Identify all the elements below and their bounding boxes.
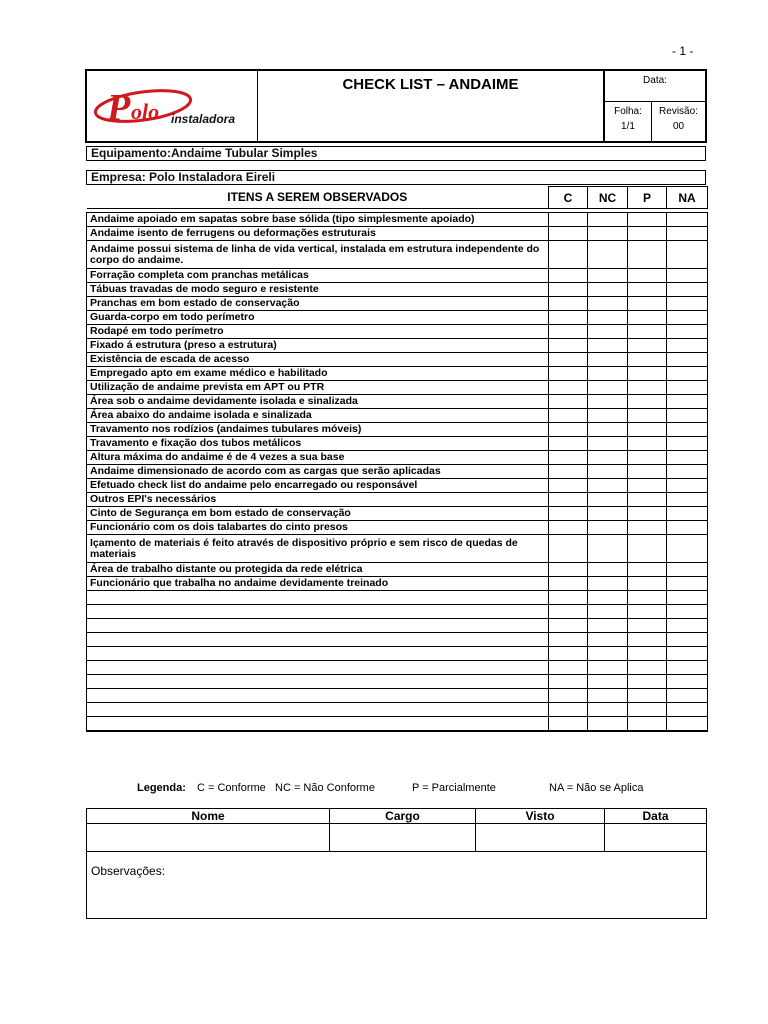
checklist-item-text: Içamento de materiais é feito através de dispositivo próprio e sem risco de quedas de materiais xyxy=(87,535,549,563)
checkbox-cell-p[interactable] xyxy=(628,367,667,381)
checkbox-cell-p[interactable] xyxy=(628,521,667,535)
checkbox-cell-p[interactable] xyxy=(628,563,667,577)
checklist-blank-row xyxy=(87,619,708,633)
checkbox-cell-na[interactable] xyxy=(667,563,708,577)
checklist-row xyxy=(87,409,708,423)
checkbox-cell-c[interactable] xyxy=(549,395,588,409)
checklist-item-text: Área de trabalho distante ou protegida da rede elétrica xyxy=(87,563,549,577)
checklist-table xyxy=(86,186,708,732)
checkbox-cell-nc[interactable] xyxy=(588,521,628,535)
visto-input-cell[interactable] xyxy=(476,824,605,852)
checkbox-cell-nc[interactable] xyxy=(588,605,628,619)
checkbox-cell-c[interactable] xyxy=(549,437,588,451)
checkbox-cell-p[interactable] xyxy=(628,479,667,493)
checkbox-cell-nc[interactable] xyxy=(588,647,628,661)
checklist-item-text: Andaime apoiado em sapatas sobre base sólida (tipo simplesmente apoiado) xyxy=(87,213,549,227)
checkbox-cell-na[interactable] xyxy=(667,325,708,339)
checkbox-cell-p[interactable] xyxy=(628,437,667,451)
checklist-row xyxy=(87,353,708,367)
checklist-row xyxy=(87,241,708,269)
checklist-row xyxy=(87,339,708,353)
checkbox-cell-p[interactable] xyxy=(628,493,667,507)
checkbox-cell-nc[interactable] xyxy=(588,619,628,633)
checkbox-cell-c[interactable] xyxy=(549,451,588,465)
checklist-item-text: Tábuas travadas de modo seguro e resistente xyxy=(87,283,549,297)
checkbox-cell-c[interactable] xyxy=(549,577,588,591)
checkbox-cell-p[interactable] xyxy=(628,423,667,437)
column-header-p: P xyxy=(628,187,667,209)
checkbox-cell-nc[interactable] xyxy=(588,381,628,395)
checklist-row xyxy=(87,451,708,465)
checkbox-cell-nc[interactable] xyxy=(588,311,628,325)
checkbox-cell-na[interactable] xyxy=(667,689,708,703)
checklist-item-text: Efetuado check list do andaime pelo encarregado ou responsável xyxy=(87,479,549,493)
checklist-row xyxy=(87,367,708,381)
checklist-row xyxy=(87,493,708,507)
checkbox-cell-nc[interactable] xyxy=(588,703,628,717)
checkbox-cell-c[interactable] xyxy=(549,661,588,675)
checkbox-cell-nc[interactable] xyxy=(588,283,628,297)
checkbox-cell-c[interactable] xyxy=(549,717,588,732)
checklist-item-text: Travamento nos rodízios (andaimes tubulares móveis) xyxy=(87,423,549,437)
checkbox-cell-na[interactable] xyxy=(667,605,708,619)
checklist-row xyxy=(87,563,708,577)
checklist-item-text: Outros EPI's necessários xyxy=(87,493,549,507)
checkbox-cell-na[interactable] xyxy=(667,381,708,395)
checkbox-cell-na[interactable] xyxy=(667,339,708,353)
checkbox-cell-p[interactable] xyxy=(628,409,667,423)
checkbox-cell-na[interactable] xyxy=(667,213,708,227)
checklist-item-text: Pranchas em bom estado de conservação xyxy=(87,297,549,311)
checkbox-cell-p[interactable] xyxy=(628,661,667,675)
checkbox-cell-na[interactable] xyxy=(667,591,708,605)
checkbox-cell-na[interactable] xyxy=(667,521,708,535)
checkbox-cell-c[interactable] xyxy=(549,507,588,521)
checkbox-cell-p[interactable] xyxy=(628,507,667,521)
checklist-row xyxy=(87,507,708,521)
date-box xyxy=(605,71,705,102)
checklist-item-text: Existência de escada de acesso xyxy=(87,353,549,367)
checkbox-cell-p[interactable] xyxy=(628,339,667,353)
checkbox-cell-na[interactable] xyxy=(667,227,708,241)
checkbox-cell-na[interactable] xyxy=(667,269,708,283)
sheet-value: 1/1 xyxy=(621,121,635,132)
checkbox-cell-nc[interactable] xyxy=(588,227,628,241)
checkbox-cell-nc[interactable] xyxy=(588,423,628,437)
checkbox-cell-na[interactable] xyxy=(667,241,708,269)
checklist-row xyxy=(87,423,708,437)
checkbox-cell-c[interactable] xyxy=(549,381,588,395)
signoff-header-row xyxy=(87,809,707,824)
column-header-nc: NC xyxy=(588,187,628,209)
checkbox-cell-c[interactable] xyxy=(549,535,588,563)
checklist-blank-item[interactable] xyxy=(87,619,549,633)
checkbox-cell-na[interactable] xyxy=(667,661,708,675)
checkbox-cell-c[interactable] xyxy=(549,325,588,339)
checklist-blank-row xyxy=(87,647,708,661)
checklist-blank-item[interactable] xyxy=(87,633,549,647)
checklist-blank-row xyxy=(87,689,708,703)
checklist-row xyxy=(87,521,708,535)
checklist-blank-row xyxy=(87,591,708,605)
checklist-header-row xyxy=(87,187,708,209)
checkbox-cell-nc[interactable] xyxy=(588,451,628,465)
signoff-header-nome: Nome xyxy=(87,809,330,824)
logo-cell xyxy=(87,71,258,141)
checkbox-cell-c[interactable] xyxy=(549,479,588,493)
checkbox-cell-nc[interactable] xyxy=(588,661,628,675)
checkbox-cell-c[interactable] xyxy=(549,493,588,507)
checklist-blank-row xyxy=(87,633,708,647)
checklist-item-text: Área sob o andaime devidamente isolada e sinalizada xyxy=(87,395,549,409)
checkbox-cell-nc[interactable] xyxy=(588,535,628,563)
checklist-item-text: Travamento e fixação dos tubos metálicos xyxy=(87,437,549,451)
checkbox-cell-na[interactable] xyxy=(667,507,708,521)
checkbox-cell-c[interactable] xyxy=(549,703,588,717)
checkbox-cell-c[interactable] xyxy=(549,213,588,227)
checkbox-cell-c[interactable] xyxy=(549,563,588,577)
checkbox-cell-p[interactable] xyxy=(628,381,667,395)
page-number: - 1 - xyxy=(672,44,694,58)
checkbox-cell-nc[interactable] xyxy=(588,591,628,605)
revision-value: 00 xyxy=(672,121,685,132)
checkbox-cell-p[interactable] xyxy=(628,717,667,732)
checklist-item-text: Funcionário com os dois talabartes do cinto presos xyxy=(87,521,549,535)
checkbox-cell-p[interactable] xyxy=(628,605,667,619)
observations-field[interactable]: Observações: xyxy=(87,852,707,919)
checkbox-cell-nc[interactable] xyxy=(588,409,628,423)
checkbox-cell-c[interactable] xyxy=(549,675,588,689)
date-label: Data: xyxy=(643,75,667,86)
checkbox-cell-nc[interactable] xyxy=(588,493,628,507)
checkbox-cell-na[interactable] xyxy=(667,465,708,479)
checkbox-cell-nc[interactable] xyxy=(588,675,628,689)
checkbox-cell-p[interactable] xyxy=(628,591,667,605)
checkbox-cell-na[interactable] xyxy=(667,647,708,661)
checkbox-cell-nc[interactable] xyxy=(588,367,628,381)
signoff-header-cargo: Cargo xyxy=(330,809,476,824)
checklist-row xyxy=(87,213,708,227)
checkbox-cell-p[interactable] xyxy=(628,325,667,339)
checklist-row xyxy=(87,437,708,451)
legend-label: Legenda: xyxy=(137,782,186,794)
checkbox-cell-na[interactable] xyxy=(667,451,708,465)
checklist-row xyxy=(87,535,708,563)
signoff-header-data: Data xyxy=(605,809,707,824)
checklist-item-text: Empregado apto em exame médico e habilitado xyxy=(87,367,549,381)
checkbox-cell-na[interactable] xyxy=(667,409,708,423)
nome-input-cell[interactable] xyxy=(87,824,330,852)
cargo-input-cell[interactable] xyxy=(330,824,476,852)
checkbox-cell-p[interactable] xyxy=(628,633,667,647)
checkbox-cell-nc[interactable] xyxy=(588,437,628,451)
checklist-row xyxy=(87,381,708,395)
checkbox-cell-na[interactable] xyxy=(667,493,708,507)
checklist-item-text: Andaime dimensionado de acordo com as cargas que serão aplicadas xyxy=(87,465,549,479)
checkbox-cell-c[interactable] xyxy=(549,633,588,647)
checklist-blank-item[interactable] xyxy=(87,675,549,689)
checkbox-cell-na[interactable] xyxy=(667,311,708,325)
checklist-blank-row xyxy=(87,661,708,675)
checklist-row xyxy=(87,297,708,311)
checklist-blank-row xyxy=(87,703,708,717)
checkbox-cell-c[interactable] xyxy=(549,409,588,423)
checklist-blank-row xyxy=(87,675,708,689)
checkbox-cell-p[interactable] xyxy=(628,227,667,241)
checkbox-cell-na[interactable] xyxy=(667,633,708,647)
checkbox-cell-p[interactable] xyxy=(628,353,667,367)
checkbox-cell-nc[interactable] xyxy=(588,479,628,493)
checklist-row xyxy=(87,311,708,325)
checklist-row xyxy=(87,283,708,297)
checklist-blank-row xyxy=(87,605,708,619)
checklist-blank-item[interactable] xyxy=(87,591,549,605)
checkbox-cell-nc[interactable] xyxy=(588,325,628,339)
checkbox-cell-p[interactable] xyxy=(628,465,667,479)
checkbox-cell-p[interactable] xyxy=(628,213,667,227)
checkbox-cell-p[interactable] xyxy=(628,297,667,311)
checkbox-cell-c[interactable] xyxy=(549,353,588,367)
checklist-item-text: Guarda-corpo em todo perímetro xyxy=(87,311,549,325)
checkbox-cell-nc[interactable] xyxy=(588,353,628,367)
checkbox-cell-nc[interactable] xyxy=(588,465,628,479)
signoff-entry-row xyxy=(87,824,707,852)
checkbox-cell-c[interactable] xyxy=(549,241,588,269)
checkbox-cell-nc[interactable] xyxy=(588,689,628,703)
checkbox-cell-nc[interactable] xyxy=(588,717,628,732)
checklist-row xyxy=(87,465,708,479)
revision-label: Revisão: xyxy=(659,106,698,117)
checkbox-cell-p[interactable] xyxy=(628,283,667,297)
sheet-box xyxy=(605,102,652,141)
observations-row xyxy=(87,852,707,919)
checkbox-cell-c[interactable] xyxy=(549,423,588,437)
checkbox-cell-p[interactable] xyxy=(628,395,667,409)
svg-text:olo: olo xyxy=(131,99,160,124)
checkbox-cell-p[interactable] xyxy=(628,269,667,283)
checklist-item-text: Funcionário que trabalha no andaime devidamente treinado xyxy=(87,577,549,591)
checkbox-cell-c[interactable] xyxy=(549,339,588,353)
checkbox-cell-p[interactable] xyxy=(628,703,667,717)
checklist-row xyxy=(87,479,708,493)
checklist-blank-item[interactable] xyxy=(87,605,549,619)
checkbox-cell-na[interactable] xyxy=(667,717,708,732)
document-title: CHECK LIST – ANDAIME xyxy=(342,76,519,93)
checklist-row xyxy=(87,395,708,409)
legend-conforme: C = Conforme xyxy=(197,782,266,794)
checklist-row xyxy=(87,227,708,241)
checkbox-cell-na[interactable] xyxy=(667,619,708,633)
svg-text:P: P xyxy=(107,87,131,129)
checkbox-cell-nc[interactable] xyxy=(588,241,628,269)
items-header: ITENS A SEREM OBSERVADOS xyxy=(227,190,408,205)
checkbox-cell-nc[interactable] xyxy=(588,395,628,409)
data-input-cell[interactable] xyxy=(605,824,707,852)
checklist-item-text: Área abaixo do andaime isolada e sinalizada xyxy=(87,409,549,423)
title-cell xyxy=(258,71,605,141)
signoff-header-visto: Visto xyxy=(476,809,605,824)
checklist-row xyxy=(87,577,708,591)
checkbox-cell-c[interactable] xyxy=(549,689,588,703)
checkbox-cell-na[interactable] xyxy=(667,283,708,297)
checkbox-cell-c[interactable] xyxy=(549,619,588,633)
checkbox-cell-c[interactable] xyxy=(549,465,588,479)
checkbox-cell-c[interactable] xyxy=(549,605,588,619)
checkbox-cell-p[interactable] xyxy=(628,675,667,689)
checkbox-cell-nc[interactable] xyxy=(588,339,628,353)
checklist-item-text: Altura máxima do andaime é de 4 vezes a sua base xyxy=(87,451,549,465)
checkbox-cell-p[interactable] xyxy=(628,451,667,465)
checkbox-cell-na[interactable] xyxy=(667,675,708,689)
checkbox-cell-c[interactable] xyxy=(549,297,588,311)
checkbox-cell-nc[interactable] xyxy=(588,633,628,647)
checkbox-cell-c[interactable] xyxy=(549,591,588,605)
checkbox-cell-na[interactable] xyxy=(667,423,708,437)
checkbox-cell-na[interactable] xyxy=(667,577,708,591)
checklist-item-text: Utilização de andaime prevista em APT ou PTR xyxy=(87,381,549,395)
checkbox-cell-c[interactable] xyxy=(549,269,588,283)
checkbox-cell-na[interactable] xyxy=(667,297,708,311)
column-header-c: C xyxy=(549,187,588,209)
checklist-item-text: Cinto de Segurança em bom estado de conservação xyxy=(87,507,549,521)
company-field[interactable]: Empresa: Polo Instaladora Eireli xyxy=(86,170,706,185)
checklist-item-text: Andaime possui sistema de linha de vida vertical, instalada em estrutura independente do corpo do andaime. xyxy=(87,241,549,269)
meta-cell xyxy=(605,71,705,141)
checkbox-cell-p[interactable] xyxy=(628,241,667,269)
checklist-item-text: Andaime isento de ferrugens ou deformações estruturais xyxy=(87,227,549,241)
column-header-na: NA xyxy=(667,187,708,209)
checkbox-cell-p[interactable] xyxy=(628,311,667,325)
checkbox-cell-nc[interactable] xyxy=(588,213,628,227)
checkbox-cell-na[interactable] xyxy=(667,535,708,563)
checkbox-cell-na[interactable] xyxy=(667,703,708,717)
checkbox-cell-c[interactable] xyxy=(549,227,588,241)
checkbox-cell-p[interactable] xyxy=(628,689,667,703)
checkbox-cell-nc[interactable] xyxy=(588,563,628,577)
checkbox-cell-c[interactable] xyxy=(549,283,588,297)
legend-nao-se-aplica: NA = Não se Aplica xyxy=(549,782,644,794)
checkbox-cell-c[interactable] xyxy=(549,647,588,661)
checkbox-cell-na[interactable] xyxy=(667,353,708,367)
checkbox-cell-p[interactable] xyxy=(628,577,667,591)
checkbox-cell-c[interactable] xyxy=(549,311,588,325)
checkbox-cell-p[interactable] xyxy=(628,535,667,563)
checklist-blank-item[interactable] xyxy=(87,717,549,732)
checkbox-cell-nc[interactable] xyxy=(588,507,628,521)
checklist-blank-item[interactable] xyxy=(87,661,549,675)
checklist-blank-item[interactable] xyxy=(87,689,549,703)
checkbox-cell-na[interactable] xyxy=(667,367,708,381)
document-header xyxy=(85,69,707,143)
checklist-blank-item[interactable] xyxy=(87,647,549,661)
checkbox-cell-c[interactable] xyxy=(549,521,588,535)
revision-box xyxy=(652,102,705,141)
checklist-body xyxy=(87,213,708,732)
legend-parcialmente: P = Parcialmente xyxy=(412,782,496,794)
checkbox-cell-p[interactable] xyxy=(628,619,667,633)
checkbox-cell-na[interactable] xyxy=(667,437,708,451)
checklist-row xyxy=(87,269,708,283)
checkbox-cell-nc[interactable] xyxy=(588,297,628,311)
checkbox-cell-c[interactable] xyxy=(549,367,588,381)
checklist-item-text: Forração completa com pranchas metálicas xyxy=(87,269,549,283)
checklist-item-text: Fixado á estrutura (preso a estrutura) xyxy=(87,339,549,353)
checklist-blank-item[interactable] xyxy=(87,703,549,717)
checklist-item-text: Rodapé em todo perímetro xyxy=(87,325,549,339)
checklist-row xyxy=(87,325,708,339)
equipment-field[interactable]: Equipamento:Andaime Tubular Simples xyxy=(86,146,706,161)
checkbox-cell-na[interactable] xyxy=(667,395,708,409)
checkbox-cell-nc[interactable] xyxy=(588,269,628,283)
checkbox-cell-na[interactable] xyxy=(667,479,708,493)
checkbox-cell-nc[interactable] xyxy=(588,577,628,591)
signoff-table xyxy=(86,808,707,919)
checkbox-cell-p[interactable] xyxy=(628,647,667,661)
logo-subtext: instaladora xyxy=(171,112,236,126)
sheet-label: Folha: xyxy=(614,106,642,117)
checklist-blank-row xyxy=(87,717,708,732)
legend-nao-conforme: NC = Não Conforme xyxy=(275,782,375,794)
